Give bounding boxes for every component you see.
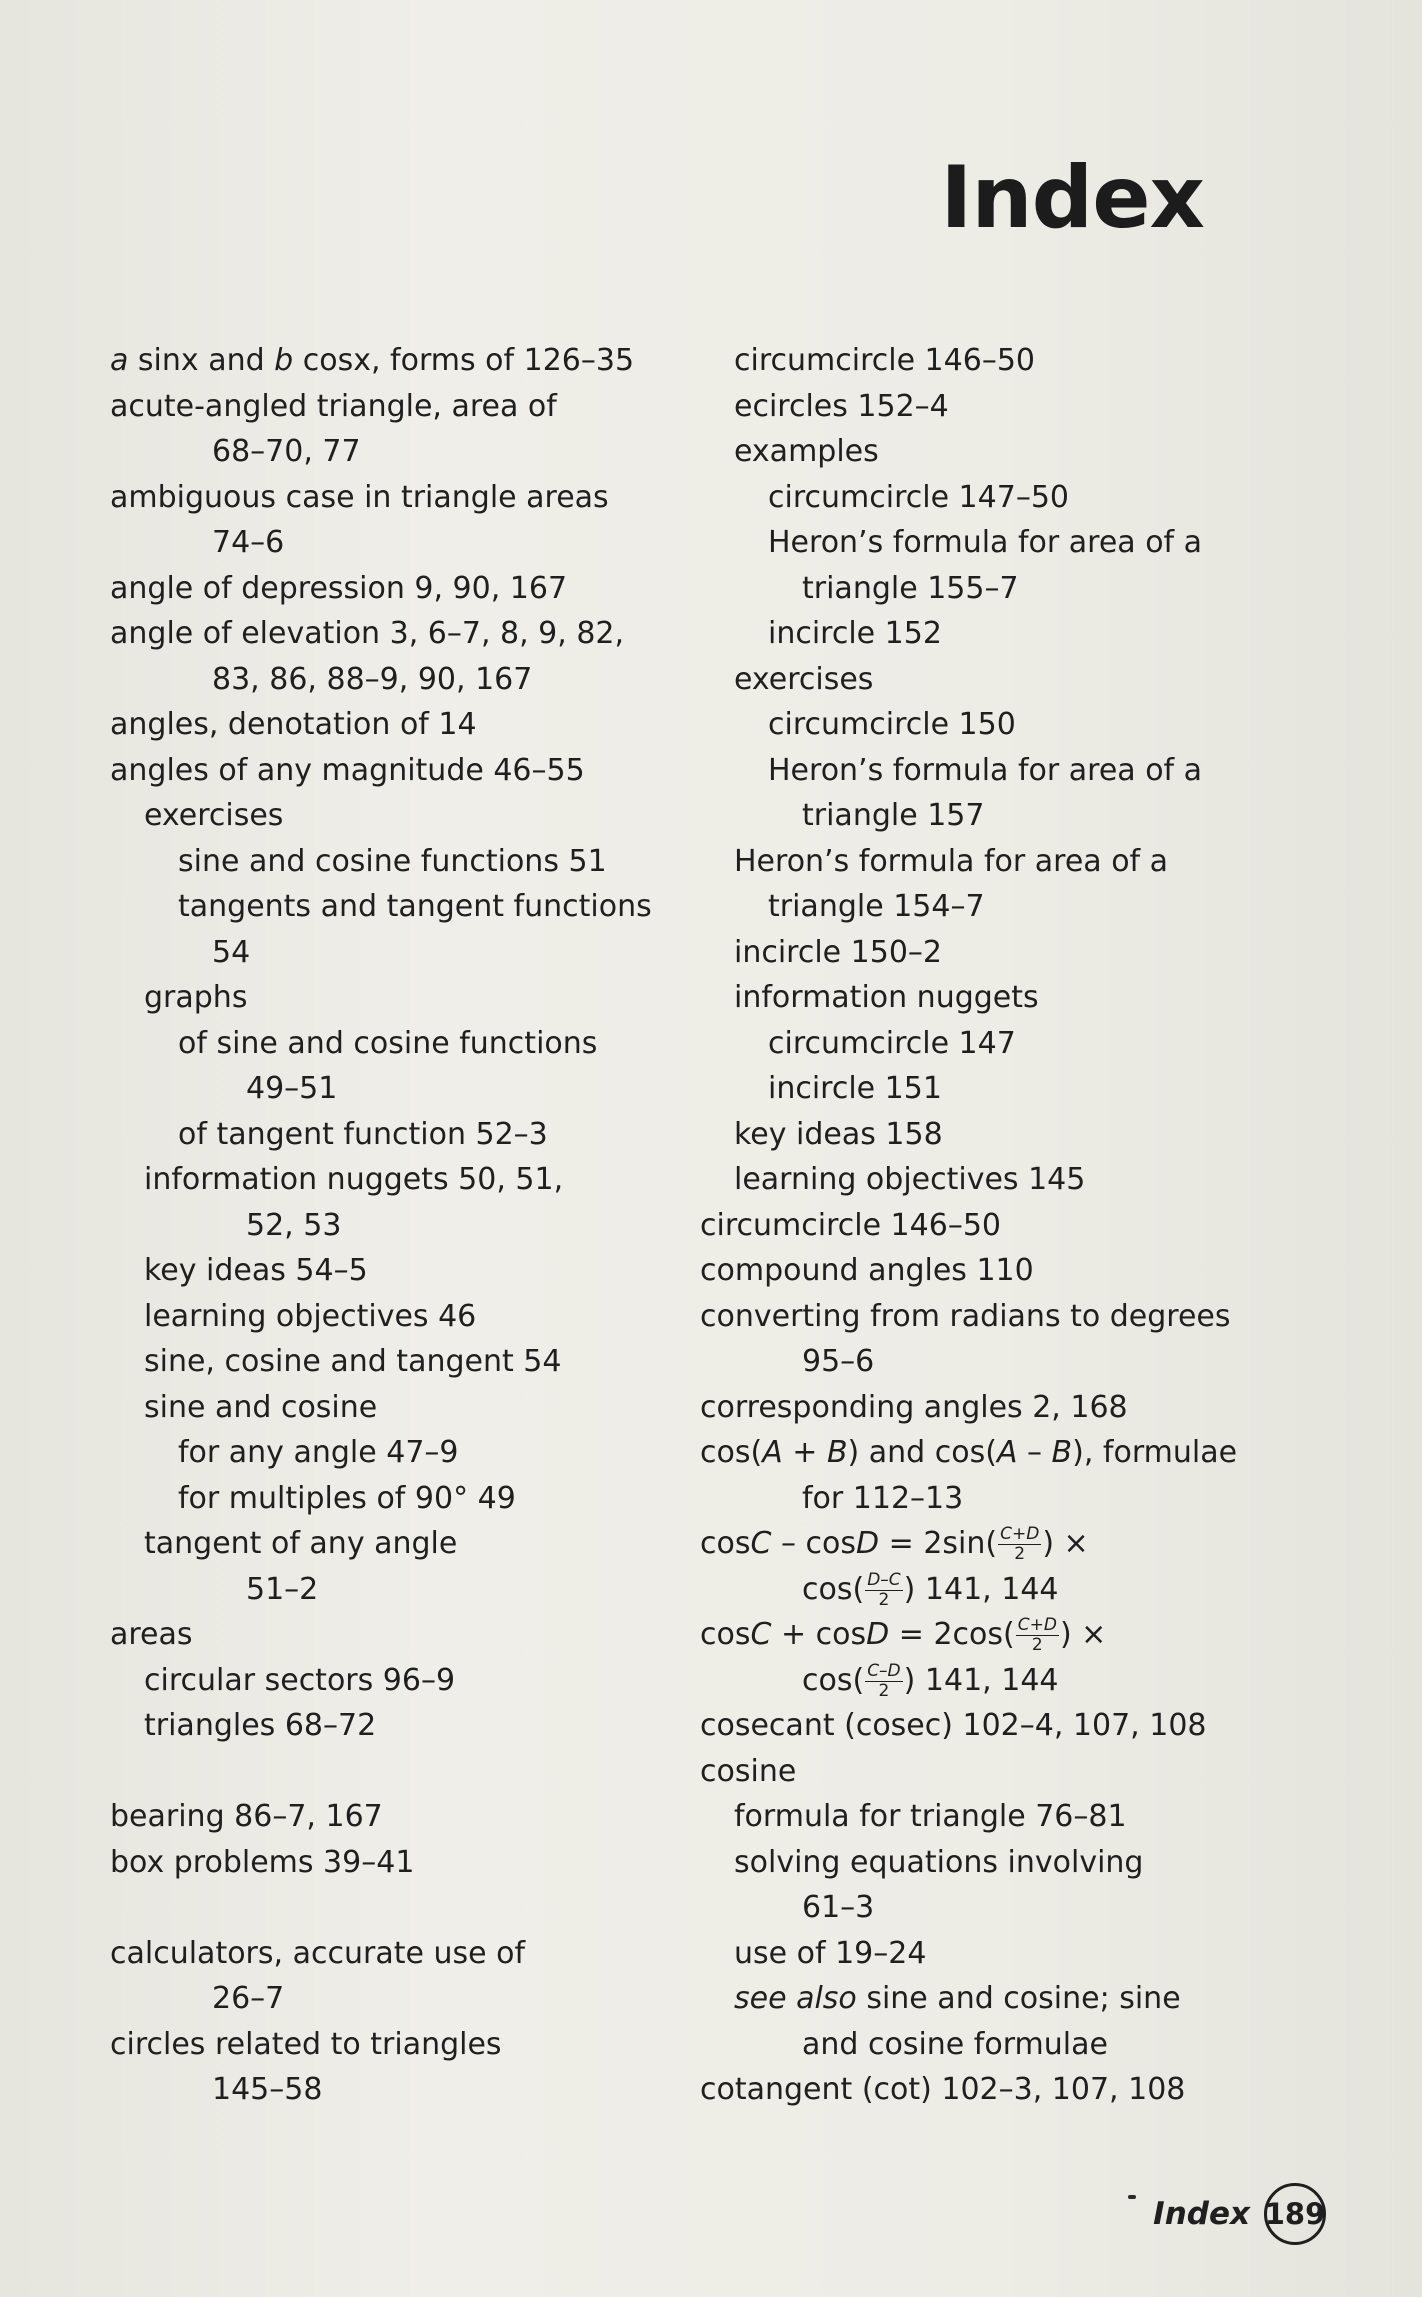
index-entry-continuation: 68–70, 77 bbox=[212, 434, 361, 469]
index-entry-continuation bbox=[700, 1658, 1260, 1704]
index-entry bbox=[110, 338, 690, 384]
index-subentry: circumcircle 146–50 bbox=[734, 343, 1035, 378]
fraction-numerator: C+D bbox=[1000, 1524, 1040, 1544]
fraction bbox=[1016, 1616, 1059, 1655]
index-subentry: tangent of any angle bbox=[144, 1526, 458, 1561]
index-subentry: information nuggets 50, 51, bbox=[144, 1162, 564, 1197]
fraction bbox=[865, 1662, 902, 1701]
index-subentry: information nuggets bbox=[734, 980, 1039, 1015]
entry-text: D bbox=[856, 1526, 880, 1561]
index-entry: angles, denotation of 14 bbox=[110, 707, 477, 742]
entry-text: b bbox=[274, 343, 294, 378]
fraction bbox=[865, 1571, 902, 1610]
entry-text: cos( bbox=[700, 1435, 763, 1470]
index-entry-continuation: 145–58 bbox=[212, 2072, 323, 2107]
index-subentry: incircle 150–2 bbox=[734, 934, 943, 970]
index-subentry: examples bbox=[734, 434, 879, 469]
index-subsubentry: for multiples of 90° 49 bbox=[178, 1480, 516, 1516]
letter-gap bbox=[110, 1749, 690, 1795]
running-footer-section: Index bbox=[1153, 2196, 1250, 2232]
index-subsubentry: Heron’s formula for area of a bbox=[768, 752, 1203, 788]
index-entry-continuation: 95–6 bbox=[802, 1344, 875, 1379]
index-entry-continuation: 54 bbox=[212, 934, 251, 970]
index-entry-continuation: 52, 53 bbox=[246, 1207, 342, 1243]
index-entry bbox=[700, 1430, 1260, 1476]
entry-text: ) 141, 144 bbox=[903, 1662, 1059, 1698]
page-number: 189 bbox=[1264, 2183, 1326, 2245]
index-subentry: triangles 68–72 bbox=[144, 1708, 377, 1743]
fraction-numerator: C–D bbox=[867, 1660, 901, 1681]
entry-text: cos( bbox=[802, 1662, 865, 1698]
entry-text: cos bbox=[700, 1526, 751, 1561]
index-subentry: exercises bbox=[144, 798, 284, 833]
index-entry: cosecant (cosec) 102–4, 107, 108 bbox=[700, 1708, 1207, 1743]
entry-text: sinx and bbox=[128, 343, 275, 378]
index-entry: ambiguous case in triangle areas bbox=[110, 479, 609, 515]
index-subentry: key ideas 54–5 bbox=[144, 1253, 368, 1288]
index-entry-continuation: and cosine formulae bbox=[802, 2026, 1108, 2062]
index-entry: bearing 86–7, 167 bbox=[110, 1799, 383, 1834]
fraction-denominator: 2 bbox=[1031, 1635, 1043, 1655]
index-entry: areas bbox=[110, 1617, 193, 1652]
index-subsubentry: circumcircle 150 bbox=[768, 707, 1016, 742]
entry-text: + cos bbox=[771, 1617, 867, 1652]
index-entry-continuation: 26–7 bbox=[212, 1981, 285, 2016]
fraction-denominator: 2 bbox=[878, 1589, 890, 1610]
entry-text: – cos bbox=[771, 1526, 856, 1561]
index-entry-continuation: triangle 157 bbox=[802, 798, 985, 833]
letter-gap bbox=[110, 1885, 690, 1931]
entry-text: B bbox=[826, 1435, 848, 1470]
index-subsubentry: incircle 152 bbox=[768, 616, 942, 651]
index-subsubentry: of sine and cosine functions bbox=[178, 1025, 598, 1061]
index-entry-continuation: 49–51 bbox=[246, 1071, 338, 1106]
index-entry bbox=[700, 1612, 1260, 1658]
index-subentry: use of 19–24 bbox=[734, 1935, 927, 1971]
entry-text: ) and cos( bbox=[847, 1435, 997, 1470]
index-column-left bbox=[110, 338, 690, 2113]
index-subsubentry: circumcircle 147–50 bbox=[768, 479, 1069, 515]
index-entry-continuation: for 112–13 bbox=[802, 1480, 964, 1516]
index-entry-continuation: triangle 154–7 bbox=[768, 889, 985, 924]
index-subsubentry: tangents and tangent functions bbox=[178, 889, 652, 924]
entry-text: cos( bbox=[802, 1571, 865, 1607]
entry-text: ) × bbox=[1042, 1526, 1089, 1561]
index-subsubentry: of tangent function 52–3 bbox=[178, 1116, 548, 1152]
index-subentry: exercises bbox=[734, 661, 874, 697]
index-entry: box problems 39–41 bbox=[110, 1844, 415, 1880]
entry-text: + bbox=[782, 1435, 827, 1470]
index-entry: angle of elevation 3, 6–7, 8, 9, 82, bbox=[110, 616, 625, 651]
entry-text: – bbox=[1017, 1435, 1052, 1470]
index-subentry: ecircles 152–4 bbox=[734, 388, 949, 424]
index-entry: angles of any magnitude 46–55 bbox=[110, 752, 585, 788]
index-subsubentry: for any angle 47–9 bbox=[178, 1435, 459, 1470]
entry-text: see also bbox=[734, 1981, 857, 2016]
index-entry-continuation: triangle 155–7 bbox=[802, 570, 1019, 606]
index-entry-continuation: 83, 86, 88–9, 90, 167 bbox=[212, 661, 533, 697]
index-subentry: graphs bbox=[144, 980, 248, 1015]
index-entry-continuation: 74–6 bbox=[212, 525, 285, 560]
index-entry: compound angles 110 bbox=[700, 1253, 1034, 1288]
entry-text: sine and cosine; sine bbox=[856, 1981, 1181, 2016]
page-footer bbox=[1153, 2183, 1326, 2245]
index-subentry: Heron’s formula for area of a bbox=[734, 843, 1169, 879]
index-entry-continuation bbox=[700, 1567, 1260, 1613]
entry-text: C bbox=[750, 1617, 772, 1652]
fraction bbox=[998, 1525, 1041, 1564]
entry-text: D bbox=[866, 1617, 890, 1652]
page-title: Index bbox=[940, 148, 1204, 248]
index-subentry: solving equations involving bbox=[734, 1844, 1144, 1880]
fraction-numerator: D–C bbox=[867, 1569, 901, 1590]
entry-text: cosx, forms of 126–35 bbox=[293, 343, 635, 378]
index-entry: corresponding angles 2, 168 bbox=[700, 1389, 1128, 1425]
index-subentry: sine, cosine and tangent 54 bbox=[144, 1344, 562, 1379]
entry-text: ) × bbox=[1059, 1617, 1107, 1652]
index-entry-continuation: 61–3 bbox=[802, 1890, 875, 1925]
index-entry: calculators, accurate use of bbox=[110, 1935, 526, 1971]
index-entry: circles related to triangles bbox=[110, 2026, 502, 2062]
index-entry: circumcircle 146–50 bbox=[700, 1207, 1001, 1243]
index-entry: cosine bbox=[700, 1753, 797, 1789]
index-entry-continuation: 51–2 bbox=[246, 1571, 319, 1607]
entry-text: cos bbox=[700, 1617, 751, 1652]
fraction-denominator: 2 bbox=[878, 1680, 890, 1701]
index-subentry bbox=[700, 1976, 1260, 2022]
index-subentry: circular sectors 96–9 bbox=[144, 1662, 456, 1698]
index-entry: converting from radians to degrees bbox=[700, 1298, 1231, 1334]
index-entry: angle of depression 9, 90, 167 bbox=[110, 570, 568, 606]
index-subentry: learning objectives 46 bbox=[144, 1298, 477, 1334]
index-subsubentry: incircle 151 bbox=[768, 1071, 942, 1106]
index-entry: acute-angled triangle, area of bbox=[110, 388, 557, 424]
index-entry bbox=[700, 1521, 1260, 1567]
fraction-denominator: 2 bbox=[1014, 1544, 1026, 1564]
entry-text: ), formulae bbox=[1072, 1435, 1238, 1470]
index-subentry: formula for triangle 76–81 bbox=[734, 1799, 1127, 1834]
entry-text: = 2sin( bbox=[879, 1526, 998, 1561]
entry-text: A bbox=[996, 1435, 1018, 1470]
entry-text: = 2cos( bbox=[889, 1617, 1015, 1652]
entry-text: a bbox=[110, 343, 129, 378]
entry-text: C bbox=[750, 1526, 772, 1561]
entry-text: ) 141, 144 bbox=[903, 1571, 1059, 1607]
index-subentry: key ideas 158 bbox=[734, 1116, 943, 1152]
fraction-numerator: C+D bbox=[1017, 1615, 1057, 1635]
index-subentry: sine and cosine bbox=[144, 1389, 378, 1425]
index-subentry: learning objectives 145 bbox=[734, 1162, 1086, 1197]
page-mark bbox=[1128, 2195, 1136, 2199]
index-subsubentry: Heron’s formula for area of a bbox=[768, 525, 1203, 560]
index-subsubentry: circumcircle 147 bbox=[768, 1025, 1016, 1061]
index-entry: cotangent (cot) 102–3, 107, 108 bbox=[700, 2072, 1186, 2107]
index-subsubentry: sine and cosine functions 51 bbox=[178, 843, 607, 879]
entry-text: B bbox=[1051, 1435, 1073, 1470]
entry-text: A bbox=[762, 1435, 783, 1470]
index-column-right bbox=[700, 338, 1260, 2113]
